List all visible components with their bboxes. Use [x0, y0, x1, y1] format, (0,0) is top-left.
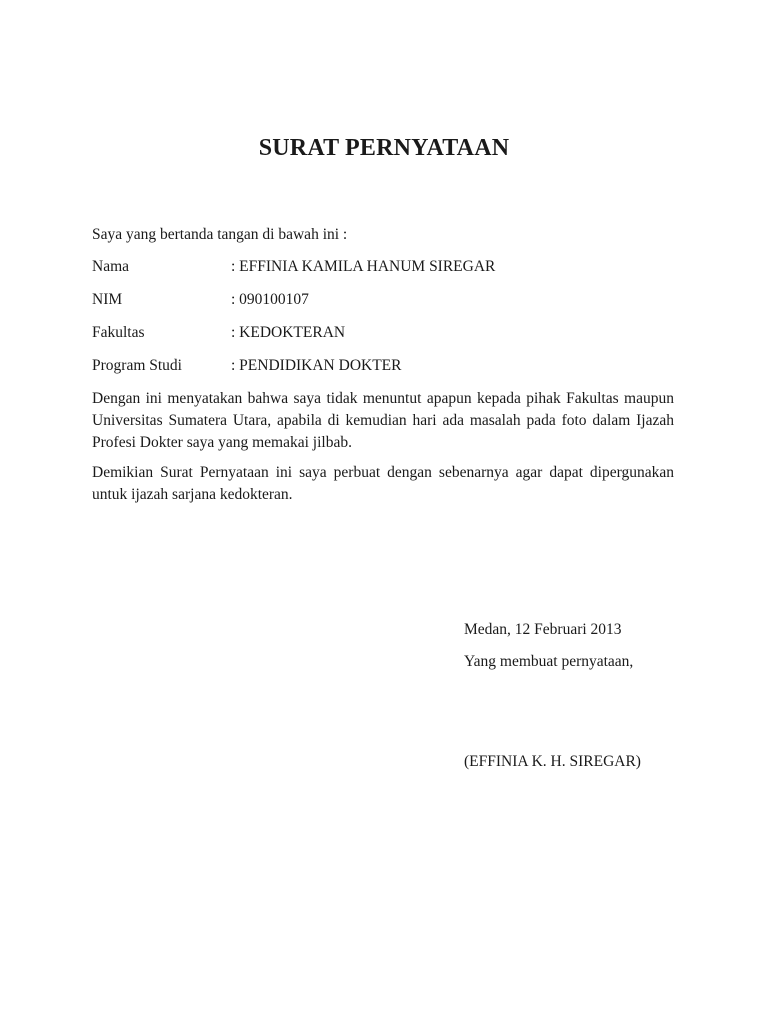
field-value-nim: : 090100107: [231, 291, 309, 308]
signer-name: (EFFINIA K. H. SIREGAR): [464, 753, 641, 770]
statement-paragraph: Dengan ini menyatakan bahwa saya tidak menuntut apapun kepada pihak Fakultas maupun Universitas Sumatera Utara, apabila di kemudian hari ada masalah pada foto dalam Ijazah Profesi Dokter saya yang memakai jilbab.: [92, 390, 674, 451]
field-label-fakultas: Fakultas: [92, 324, 145, 341]
field-row-nim: [92, 289, 692, 311]
field-row-program-studi: [92, 355, 692, 377]
field-value-program-studi: : PENDIDIKAN DOKTER: [231, 357, 402, 374]
field-label-nim: NIM: [92, 291, 123, 308]
field-value-fakultas: : KEDOKTERAN: [231, 324, 346, 341]
field-row-fakultas: [92, 322, 692, 344]
field-label-nama: Nama: [92, 258, 130, 275]
field-label-program-studi: Program Studi: [92, 357, 182, 374]
intro-text: Saya yang bertanda tangan di bawah ini :: [92, 226, 348, 243]
signer-caption: Yang membuat pernyataan,: [464, 653, 634, 670]
field-row-nama: [92, 256, 692, 278]
closing-paragraph: Demikian Surat Pernyataan ini saya perbuat dengan sebenarnya agar dapat dipergunakan untuk ijazah sarjana kedokteran.: [92, 464, 674, 503]
field-value-nama: : EFFINIA KAMILA HANUM SIREGAR: [231, 258, 496, 275]
document-title: SURAT PERNYATAAN: [258, 135, 510, 161]
place-date: Medan, 12 Februari 2013: [464, 621, 622, 638]
